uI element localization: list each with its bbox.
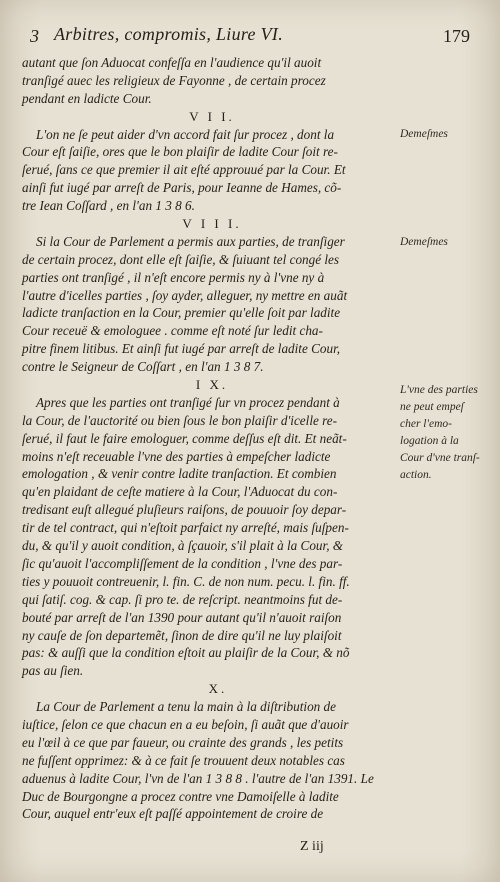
margin-note: Demeſmes xyxy=(400,128,448,140)
text-line: ladicte tranſaction en la Cour, premier qu'elle ſoit par ladite xyxy=(22,305,341,321)
header-signature: 3 xyxy=(30,26,39,46)
text-line: Cour, auquel entr'eux eſt paſſé appointement de croire de xyxy=(22,806,324,822)
text-line: autant que ſon Aduocat confeſſa en l'audience qu'il auoit xyxy=(22,55,322,70)
section-heading: V I I I. xyxy=(182,216,242,232)
text-line: qu'en plaidant de ceſte matiere à la Cour, l'Aduocat du con- xyxy=(22,484,338,500)
text-line: pendant en ladicte Cour. xyxy=(22,90,152,106)
text-line: emologation , & venir contre ladite tranſaction. Et combien xyxy=(22,466,337,482)
text-line: Cour receuë & emologuee . comme eſt noté ſur ledit cha- xyxy=(22,323,323,339)
catchword: Z iij xyxy=(300,839,324,854)
text-line: pas: & auſſi que la condition eſtoit au plaiſir de la Cour, & nõ xyxy=(22,645,350,661)
text-line: du, & qu'il y auoit condition, à ſçauoir, s'il plait à la Cour, & xyxy=(22,538,344,554)
text-line: pas au ſien. xyxy=(22,663,84,679)
text-line: ainſi fut iugé par arreſt de Paris, pour Ieanne de Hames, cõ- xyxy=(22,180,342,196)
text-line: tre Iean Coſſard , en l'an 1 3 8 6. xyxy=(22,198,195,214)
text-line: tranſigé auec les religieux de Fayonne , de certain procez xyxy=(22,72,326,88)
text-line: Apres que les parties ont tranſigé ſur vn procez pendant à xyxy=(36,394,340,410)
section-heading: V I I. xyxy=(189,108,235,124)
section-heading: I X. xyxy=(195,377,229,393)
text-line: bouté par arreſt de l'an 1390 pour autant qu'il n'auoit raiſon xyxy=(22,609,342,625)
text-line: de certain procez, dont elle eſt ſaiſie, & ſuiuant tel congé les xyxy=(22,251,340,267)
text-line: tredisant euſt allegué pluſieurs raiſons, de pouuoir ſoy depar- xyxy=(22,502,347,518)
text-line: L'on ne ſe peut aider d'vn accord fait ſur procez , dont la xyxy=(36,126,335,142)
text-line: l'autre d'icelles parties , ſoy ayder, alleguer, ny mettre en auãt xyxy=(22,287,348,303)
running-header xyxy=(30,24,470,48)
text-line: qui ſatiſ. cog. & cap. ſi pro te. de reſcript. neantmoins fut de- xyxy=(22,591,343,607)
text-line: ny cauſe de ſon departemẽt, ſinon de dire qu'il ne luy plaiſoit xyxy=(22,627,342,643)
margin-note: Demeſmes xyxy=(400,236,448,248)
text-line: contre le Seigneur de Coſſart , en l'an 1 3 8 7. xyxy=(22,359,264,375)
main-text xyxy=(22,54,402,823)
text-line: pitre finem litibus. Et ainſi fut iugé par arreſt de ladite Cour, xyxy=(22,341,341,357)
text-line: La Cour de Parlement a tenu la main à la diſtribution de xyxy=(36,699,337,715)
text-line: Duc de Bourgongne a procez contre vne Damoiſelle à ladite xyxy=(22,788,339,804)
section-heading: X. xyxy=(208,681,228,697)
text-line: parties ont tranſigé , il n'eſt encore permis ny à l'vne ny à xyxy=(22,269,325,285)
text-line: eu l'œil à ce que par faueur, ou crainte des grands , les petits xyxy=(22,734,344,750)
text-line: moins n'eſt receuable l'vne des parties à empeſcher ladicte xyxy=(22,448,331,464)
header-title: Arbitres, compromis, Liure VI. xyxy=(54,24,283,44)
text-line: ties y pouuoit contreuenir, l. fin. C. de non num. pecu. l. fin. ff. xyxy=(22,573,350,589)
text-line: aduenus à ladite Cour, l'vn de l'an 1 3 8 8 . l'autre de l'an 1391. Le xyxy=(22,770,374,786)
text-line: ſerué, il faut le faire emologuer, comme deſſus eſt dit. Et neãt- xyxy=(22,430,347,446)
text-line: tir de tel contract, qui n'eſtoit parfaict ny arreſté, mais ſuſpen- xyxy=(22,520,349,536)
text-line: Si la Cour de Parlement a permis aux parties, de tranſiger xyxy=(36,233,345,249)
text-line: la Cour, de l'auctorité ou bien ſous le bon plaiſir d'icelle re- xyxy=(22,412,338,428)
text-line: ſic qu'auoit l'accompliſſement de la condition , l'vne des par- xyxy=(22,555,343,571)
text-line: ne fuſſent opprimez: & à ce fait ſe trouuent deux notables cas xyxy=(22,752,345,768)
margin-note: L'vne des parties ne peut empeſ cher l'emo- logation à la Cour d'vne tranſ- action. xyxy=(400,384,480,481)
page-number: 179 xyxy=(443,26,470,46)
text-line: iuſtice, ſelon ce que chacun en a eu beſoin, ſi auãt que d'auoir xyxy=(22,716,349,732)
text-line: ſerué, ſans ce que premier il ait eſté approuué par la Cour. Et xyxy=(22,162,346,178)
text-line: Cour eſt ſaiſie, ores que le bon plaiſir de ladite Cour ſoit re- xyxy=(22,144,338,160)
